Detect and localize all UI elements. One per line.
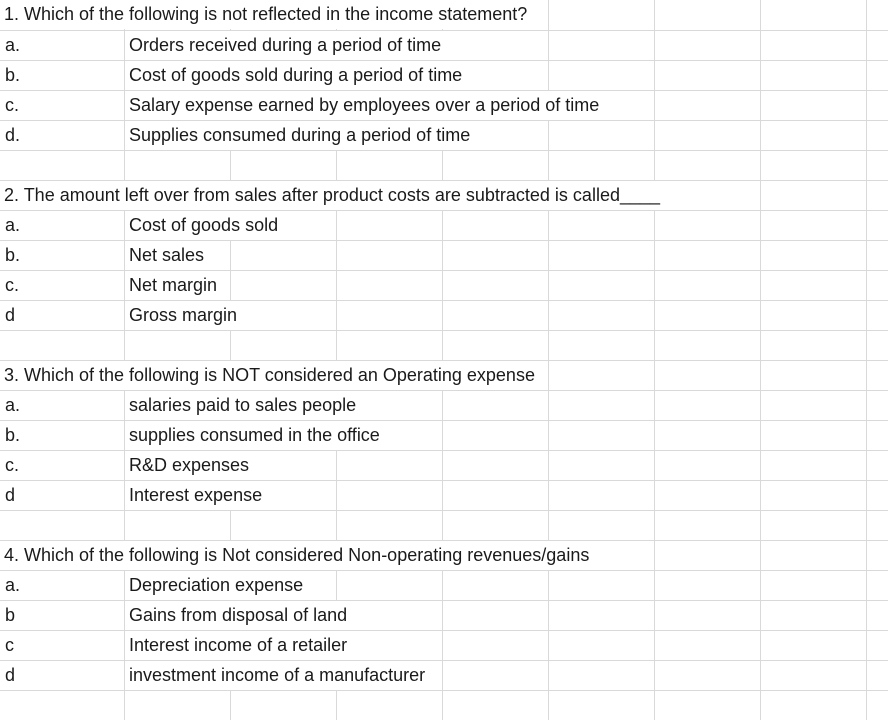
question-1-option-d-label[interactable]: d.: [5, 125, 21, 145]
question-1-option-c-label[interactable]: c.: [5, 95, 20, 115]
row-divider: [0, 150, 888, 151]
row-divider: [0, 510, 888, 511]
question-1-text[interactable]: 1. Which of the following is not reflected in the income statement?: [1, 0, 530, 29]
question-1-option-b-text[interactable]: Cost of goods sold during a period of time: [126, 61, 465, 90]
question-2-option-b-text[interactable]: Net sales: [126, 241, 207, 270]
question-2-option-b-label[interactable]: b.: [5, 245, 21, 265]
question-4-option-c-label[interactable]: c: [5, 635, 14, 655]
question-4-option-b-label[interactable]: b: [5, 605, 16, 625]
question-4-option-b-text[interactable]: Gains from disposal of land: [126, 601, 350, 630]
question-2-option-a-label[interactable]: a.: [5, 215, 21, 235]
question-1-option-a-label[interactable]: a.: [5, 35, 21, 55]
question-2-option-c-text[interactable]: Net margin: [126, 271, 220, 300]
question-4-option-c-text[interactable]: Interest income of a retailer: [126, 631, 350, 660]
question-4-option-a-label[interactable]: a.: [5, 575, 21, 595]
question-1-option-c-text[interactable]: Salary expense earned by employees over a period of time: [126, 91, 602, 120]
question-3-option-b-label[interactable]: b.: [5, 425, 21, 445]
question-2-option-d-text[interactable]: Gross margin: [126, 301, 240, 330]
question-2-option-a-text[interactable]: Cost of goods sold: [126, 211, 281, 240]
question-3-text[interactable]: 3. Which of the following is NOT considered an Operating expense: [1, 361, 538, 390]
question-1-option-b-label[interactable]: b.: [5, 65, 21, 85]
question-2-option-d-label[interactable]: d: [5, 305, 16, 325]
question-4-option-a-text[interactable]: Depreciation expense: [126, 571, 306, 600]
question-3-option-c-text[interactable]: R&D expenses: [126, 451, 252, 480]
question-4-text[interactable]: 4. Which of the following is Not considered Non-operating revenues/gains: [1, 541, 592, 570]
question-3-option-a-text[interactable]: salaries paid to sales people: [126, 391, 359, 420]
row-divider: [0, 690, 888, 691]
row-divider: [0, 330, 888, 331]
question-3-option-d-text[interactable]: Interest expense: [126, 481, 265, 510]
question-1-option-d-text[interactable]: Supplies consumed during a period of time: [126, 121, 473, 150]
question-4-option-d-label[interactable]: d: [5, 665, 16, 685]
question-3-option-a-label[interactable]: a.: [5, 395, 21, 415]
question-3-option-d-label[interactable]: d: [5, 485, 16, 505]
question-1-option-a-text[interactable]: Orders received during a period of time: [126, 31, 444, 60]
question-3-option-c-label[interactable]: c.: [5, 455, 20, 475]
question-3-option-b-text[interactable]: supplies consumed in the office: [126, 421, 383, 450]
question-2-option-c-label[interactable]: c.: [5, 275, 20, 295]
question-4-option-d-text[interactable]: investment income of a manufacturer: [126, 661, 428, 690]
question-2-text[interactable]: 2. The amount left over from sales after product costs are subtracted is called____: [1, 181, 663, 210]
